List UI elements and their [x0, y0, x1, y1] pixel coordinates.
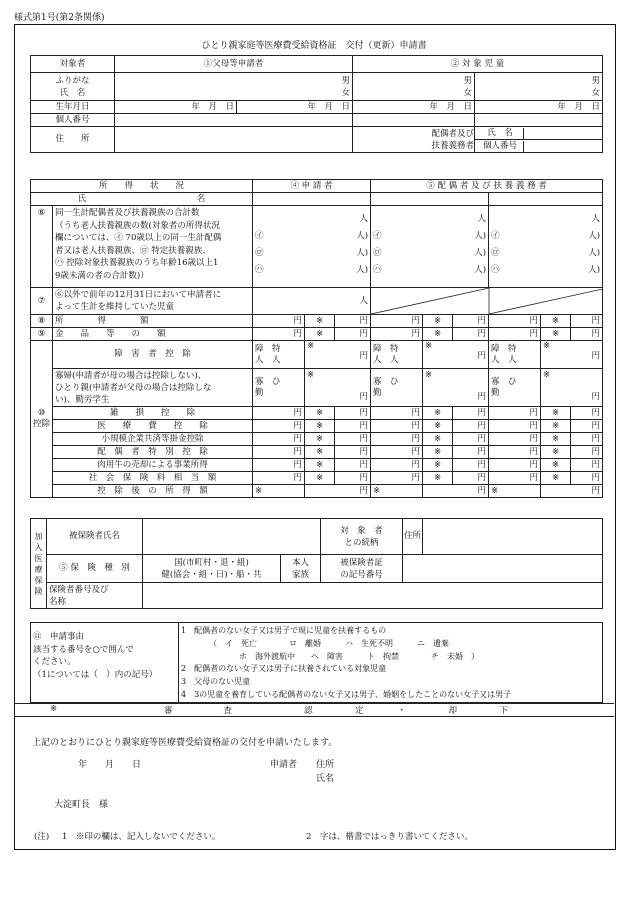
row9-label: 金 品 等 の 額: [53, 328, 253, 341]
amount-field[interactable]: 円: [489, 472, 541, 485]
amount-field[interactable]: 円: [489, 315, 541, 328]
review-label: 審 査: [164, 706, 233, 716]
reason-item-2[interactable]: 2 配偶者のない女子又は男子に扶養されている対象児童: [181, 664, 387, 674]
reason-item-3[interactable]: 3 父母のない児童: [181, 677, 251, 687]
reason-item-4[interactable]: 4 3の児童を養育している配偶者のない女子又は男子、婚姻をしたことのない女子又は男子: [181, 689, 512, 699]
applicant-address[interactable]: 住所: [316, 760, 335, 770]
amount-field[interactable]: 円: [489, 420, 541, 433]
spouse-label-1: 配偶者及び: [431, 128, 475, 139]
amount-field[interactable]: 円: [253, 420, 305, 433]
amount-field[interactable]: 円: [253, 433, 305, 446]
spouse-header: ⑤ 配 偶 者 及 び 扶 養 義 務 者: [371, 180, 603, 193]
after-label: 控 除 後 の 所 得 額: [53, 485, 253, 498]
insured-name-field[interactable]: [143, 519, 321, 555]
application-date[interactable]: 年 月 日: [78, 760, 142, 770]
row10-label: ⑩ 控除: [31, 341, 53, 498]
child2-dob-field[interactable]: 年 月 日: [475, 101, 603, 114]
small-biz-label: 小規模企業共済等掛金控除: [53, 433, 253, 446]
parent-id-field[interactable]: [115, 114, 353, 127]
disabled-label: 障 害 者 控 除: [53, 341, 253, 369]
amount-field[interactable]: 円: [371, 459, 423, 472]
insurance-side-label: 加入医療保険: [31, 519, 47, 609]
applicant-label: 申請者: [270, 760, 298, 770]
subject-header: 対象者: [31, 56, 115, 73]
insurance-kind-options[interactable]: 国(市町村・退・組) 健(協会・組・日)・船・共: [143, 555, 281, 583]
row8-number: ⑧: [31, 315, 53, 328]
child1-name-field[interactable]: [353, 73, 475, 101]
relation-label-2: との続柄: [344, 537, 379, 548]
amount-field[interactable]: 円: [253, 472, 305, 485]
widow-field[interactable]: 寡 ひ 勤: [371, 369, 423, 407]
parent-name-field[interactable]: [115, 73, 353, 101]
spouse-id-label: 個人番号: [477, 141, 524, 152]
insurer-label-1: 保険者番号及び: [49, 584, 109, 595]
amount-field[interactable]: 円: [371, 420, 423, 433]
name-row-label: 氏 名: [31, 193, 253, 206]
relation-label-1: 対 象 者: [340, 525, 383, 536]
id-label: 個人番号: [31, 114, 115, 127]
amount-field[interactable]: 円: [371, 446, 423, 459]
card-label-1: 被保険者証: [340, 557, 383, 568]
notes-label: (注): [34, 832, 50, 842]
amount-field[interactable]: 円: [253, 315, 305, 328]
form-title: ひとり親家庭等医療費受給資格証 交付（更新）申請書: [201, 41, 427, 51]
after-amount-field[interactable]: 円: [423, 485, 489, 498]
social-ins-label: 社 会 保 険 料 相 当 額: [53, 472, 253, 485]
card-number-field[interactable]: [403, 555, 603, 583]
reason-options[interactable]: 1 配偶者のない女子又は男子で現に児童を扶養するもの （ イ 死亡 ロ 離婚 ハ 生死不明 ニ 遺棄 ホ 海外渡航中 ヘ 障害 ト 拘禁 チ 未婚 ） 2 配偶者のない女子又は男子に扶養されている対象児童 3 父母のない児童 4 3の児童を養育している配偶者のない女子又は男子、婚姻をしたことのない女子又は男子: [179, 623, 603, 703]
card-label-2: の記号番号: [340, 569, 383, 580]
insurance-type-label: ⑤ 保 険 種 別: [47, 555, 143, 583]
note-1: 1 ※印の欄は、記入しないでください。: [62, 832, 221, 842]
female-label: 女: [463, 87, 473, 98]
beef-label: 肉用牛の売却による事業所得: [53, 459, 253, 472]
declaration-text: 上記のとおりにひとり親家庭等医療費受給資格証の交付を申請いたします。: [32, 738, 338, 748]
income-table: 所 得 状 況 ④ 申 請 者 ⑤ 配 偶 者 及 び 扶 養 義 務 者 氏 名 ⑥ 同一生計配偶者及び扶養親族の合計数 （うち老人扶養親族の数(対象者の所得状況 欄については、㋑ 70歳以上の同一生計配偶 者又は老人扶養親族、㋺ 特定扶養親族、 ㋩ 控除対象扶養親族のうち年齢16歳以上1 9歳未満の者の合計数)） 人 ㋑ 人) ㋺ 人) ㋩ 人) 人 ㋑ 人) ㋺ 人) ㋩ 人) 人 ㋑ 人) ㋺ 人) ㋩ 人) ⑦ ⑥以外で前年の12月31日において申請者に よって生計を維持していた児童 人 ⑧ 所 得 額 円 ※ 円 円 ※ 円 円 ※ 円 ⑨ 金 品 等 の 額 円 ※ 円 円 ※ 円 円 ※ 円 ⑩ 控除 障 害 者 控 除 障 特 人 人 ※ 円 障 特 人 人 ※ 円 障 特 人 人 ※ 円 寡婦(申請者が母の場合は控除しない)、 ひとり親(申請者が父母の場合は控除しな い)、勤労学生 寡 ひ 勤 ※ 円 寡 ひ 勤 ※ 円 寡 ひ 勤 ※ 円 雑 損 控 除 円 ※ 円 円 ※ 円 円 ※ 円 医 療 費 控 除 円 ※ 円 円 ※ 円 円 ※ 円 小規模企業共済等掛金控除 円 ※ 円 円 ※ 円 円 ※ 円 配 偶 者 特 別 控 除 円 ※ 円 円 ※ 円 円 ※ 円 肉用牛の売却による事業所得 円 ※ 円 円 ※ 円 円 ※ 円 社 会 保 険 料 相 当 額 円 ※ 円 円 ※ 円 円 ※ 円 控 除 後 の 所 得 額 ※ 円 ※ 円 ※ 円: [30, 179, 603, 498]
male-label: 男: [341, 75, 351, 86]
dis-field[interactable]: 障 特 人 人: [489, 341, 541, 369]
child1-dob-field[interactable]: 年 月 日: [353, 101, 475, 114]
diagonal-lines: [371, 288, 603, 314]
status-header: 所 得 状 況: [31, 180, 253, 193]
after-amount-field[interactable]: 円: [305, 485, 371, 498]
amount-field[interactable]: 円: [489, 459, 541, 472]
applicant-table: [30, 55, 603, 153]
row7-number: ⑦: [31, 288, 53, 315]
row8-label: 所 得 額: [53, 315, 253, 328]
parent-dob-field[interactable]: 年 月 日: [115, 101, 237, 114]
insured-name-label: 被保険者氏名: [47, 519, 143, 555]
parent-header: ①父母等申請者: [115, 56, 353, 73]
child-dob-field[interactable]: 年 月 日: [237, 101, 353, 114]
applicant-dependents-field[interactable]: 人 ㋑ 人) ㋺ 人) ㋩ 人): [253, 206, 371, 288]
reason-item-1[interactable]: 1 配偶者のない女子又は男子で現に児童を扶養するもの: [181, 626, 387, 635]
widow-field[interactable]: 寡 ひ 勤: [253, 369, 305, 407]
reason-table: [30, 622, 603, 703]
dis-field[interactable]: 障 特 人 人: [253, 341, 305, 369]
decision-label: 認 定 ・ 却 下: [304, 706, 509, 716]
addressee: 大淀町長 様: [54, 800, 109, 810]
spouse1-dependents-field[interactable]: 人 ㋑ 人) ㋺ 人) ㋩ 人): [371, 206, 489, 288]
male-label: 男: [463, 75, 473, 86]
amount-field[interactable]: 円: [489, 446, 541, 459]
spouse-name-label: 氏 名: [477, 128, 524, 139]
applicant-header: ④ 申 請 者: [253, 180, 371, 193]
amount-field[interactable]: 円: [489, 407, 541, 420]
applicant-name[interactable]: 氏名: [316, 774, 335, 784]
ins-address-field[interactable]: [423, 519, 603, 555]
amount-field[interactable]: 円: [253, 407, 305, 420]
female-label: 女: [341, 87, 351, 98]
row6-number: ⑥: [31, 206, 53, 288]
row6-description: 同一生計配偶者及び扶養親族の合計数 （うち老人扶養親族の数(対象者の所得状況 欄については、㋑ 70歳以上の同一生計配偶 者又は老人扶養親族、㋺ 特定扶養親族、 ㋩ 控除対象扶養親族のうち年齢16歳以上1 9歳未満の者の合計数)）: [53, 206, 253, 288]
review-strip: [14, 703, 614, 717]
amount-field[interactable]: 円: [253, 446, 305, 459]
row9-number: ⑨: [31, 328, 53, 341]
reason-instructions: ⑪ 申請事由 該当する番号を○で囲んで ください。 （1については（ ）内の記号）: [31, 623, 179, 703]
children-header: ② 対 象 児 童: [353, 56, 603, 73]
name-label: 氏 名: [59, 87, 86, 98]
child1-id-field[interactable]: [353, 114, 475, 127]
spouse2-name-field[interactable]: [489, 193, 603, 206]
review-kome: ※: [50, 704, 58, 714]
furigana-label: ふりがな: [55, 75, 90, 86]
widow-field[interactable]: 寡 ひ 勤: [489, 369, 541, 407]
amount-field[interactable]: 円: [371, 328, 423, 341]
amount-field[interactable]: 円: [371, 315, 423, 328]
female-label: 女: [591, 87, 601, 98]
dis-field[interactable]: 障 特 人 人: [371, 341, 423, 369]
amount-field[interactable]: 円: [253, 459, 305, 472]
amount-field[interactable]: 円: [253, 328, 305, 341]
amount-field[interactable]: 円: [371, 472, 423, 485]
casualty-label: 雑 損 控 除: [53, 407, 253, 420]
widow-label: 寡婦(申請者が母の場合は控除しない)、 ひとり親(申請者が父母の場合は控除しな い)、勤労学生: [53, 369, 253, 407]
child2-name-field[interactable]: [475, 73, 603, 101]
amount-field[interactable]: 円: [489, 433, 541, 446]
address-label: 住 所: [31, 127, 115, 153]
spouse2-dependents-field[interactable]: 人 ㋑ 人) ㋺ 人) ㋩ 人): [489, 206, 603, 288]
row7-description: ⑥以外で前年の12月31日において申請者に よって生計を維持していた児童: [53, 288, 253, 315]
self-family-options[interactable]: 本人 家族: [281, 555, 321, 583]
applicant-name-field[interactable]: [253, 193, 371, 206]
male-label: 男: [591, 75, 601, 86]
spouse-label-2: 扶養義務者: [431, 140, 475, 151]
amount-field[interactable]: 円: [489, 328, 541, 341]
medical-label: 医 療 費 控 除: [53, 420, 253, 433]
insurer-field[interactable]: [143, 583, 603, 609]
insurance-table: [30, 518, 603, 609]
amount-field[interactable]: 円: [371, 433, 423, 446]
insurer-label-2: 名称: [49, 596, 67, 607]
note-2: 2 字は、楷書ではっきり書いてください。: [306, 832, 473, 842]
ins-address-label: 住所: [403, 519, 423, 555]
after-amount-field[interactable]: 円: [541, 485, 603, 498]
form-number: 様式第1号(第2条関係): [14, 13, 105, 23]
dob-label: 生年月日: [31, 101, 115, 114]
row7-crossed-cell: [371, 288, 603, 315]
spouse-special-label: 配 偶 者 特 別 控 除: [53, 446, 253, 459]
applicant-children-field[interactable]: 人: [253, 288, 371, 315]
spouse1-name-field[interactable]: [371, 193, 489, 206]
child2-id-field[interactable]: [475, 114, 603, 127]
amount-field[interactable]: 円: [371, 407, 423, 420]
address-field[interactable]: [115, 127, 353, 153]
